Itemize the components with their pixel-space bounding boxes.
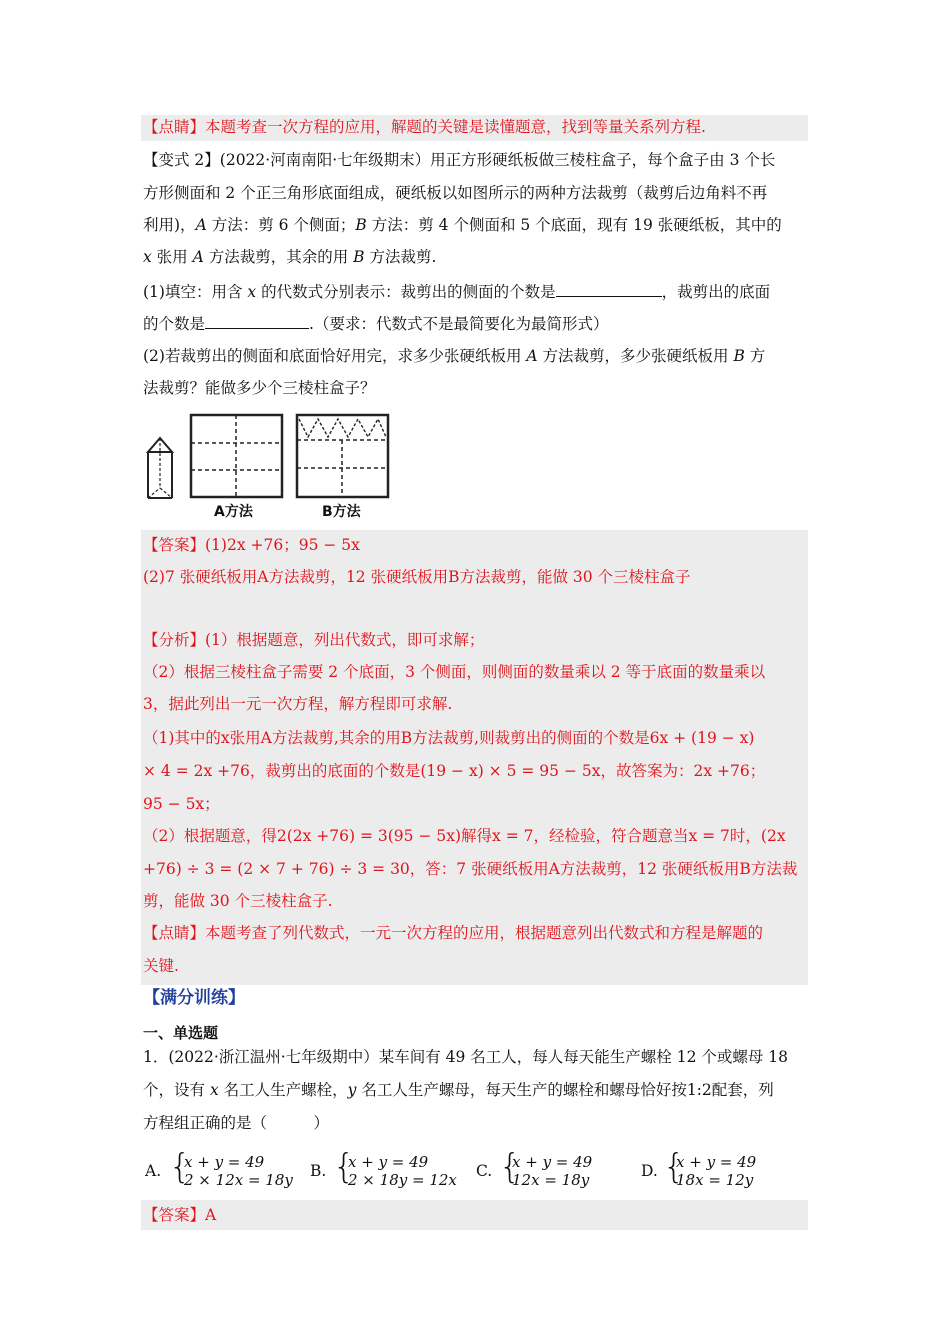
analysis-line3: 3，据此列出一元一次方程，解方程即可求解.	[143, 695, 453, 713]
question-1-line2: 的个数是 .（要求：代数式不是最简要化为最简形式）	[143, 315, 609, 333]
analysis-line7: （2）根据题意，得2(2x +76) = 3(95 − 5x)解得x = 7，经检验，符合题意当x = 7时，(2x	[143, 827, 786, 845]
option-d-eq1: x + y = 49	[676, 1153, 757, 1171]
answer-shade	[141, 530, 808, 985]
tip2-line2: 关键.	[143, 957, 179, 975]
question-2-line2: 法裁剪？能做多少个三棱柱盒子？	[143, 379, 376, 397]
method-a-board	[191, 415, 282, 497]
figure-label-b: B方法	[322, 504, 361, 520]
analysis-line8: +76) ÷ 3 = (2 × 7 + 76) ÷ 3 = 30，答：7 张硬纸板用A方法裁剪，12 张硬纸板用B方法裁	[143, 860, 798, 878]
mc-answer: 【答案】A	[143, 1206, 217, 1224]
analysis-line4: （1)其中的x张用A方法裁剪,其余的用B方法裁剪,则裁剪出的侧面的个数是6x + (19 − x)	[143, 729, 755, 747]
answer2-shade	[141, 1200, 808, 1230]
option-d-label: D.	[641, 1162, 658, 1180]
option-a-eq1: x + y = 49	[184, 1153, 265, 1171]
prism-icon	[148, 438, 172, 498]
analysis-line6: 95 − 5x；	[143, 795, 220, 813]
option-b-eq1: x + y = 49	[348, 1153, 429, 1171]
option-c-eq2: 12x = 18y	[512, 1171, 590, 1189]
option-a-label: A.	[145, 1162, 162, 1180]
mc-question-line1: 1．(2022·浙江温州·七年级期中）某车间有 49 名工人，每人每天能生产螺栓 12 个或螺母 18	[143, 1048, 789, 1066]
option-c-label: C.	[476, 1162, 493, 1180]
section-heading: 【满分训练】	[143, 988, 245, 1008]
analysis-line5: × 4 = 2x +76，裁剪出的底面的个数是(19 − x) × 5 = 95 − 5x，故答案为：2x +76；	[143, 762, 766, 780]
analysis-line9: 剪，能做 30 个三棱柱盒子.	[143, 892, 333, 910]
option-a-eq2: 2 × 12x = 18y	[184, 1171, 293, 1189]
option-c-eq1: x + y = 49	[512, 1153, 593, 1171]
analysis-line2: （2）根据三棱柱盒子需要 2 个底面，3 个侧面，则侧面的数量乘以 2 等于底面的数量乘以	[143, 663, 766, 681]
question-2-line1: (2)若裁剪出的侧面和底面恰好用完，求多少张硬纸板用 A 方法裁剪，多少张硬纸板用 B 方	[143, 347, 766, 365]
mc-question-line3: 方程组正确的是（ ）	[143, 1114, 330, 1132]
answer-line1: 【答案】(1)2x +76；95 − 5x	[143, 536, 360, 554]
answer-blank-1[interactable]	[556, 281, 662, 297]
answer-blank-2[interactable]	[205, 313, 309, 329]
tip1-text: 【点睛】本题考查一次方程的应用，解题的关键是读懂题意，找到等量关系列方程.	[143, 118, 706, 136]
option-d-brace: {	[663, 1147, 685, 1187]
variant2-line1: 【变式 2】(2022·河南南阳·七年级期末）用正方形硬纸板做三棱柱盒子，每个盒子由 3 个长	[143, 151, 776, 169]
option-c-brace: {	[499, 1147, 521, 1187]
tip2-line1: 【点睛】本题考查了列代数式，一元一次方程的应用，根据题意列出代数式和方程是解题的	[143, 924, 764, 942]
variant2-line2: 方形侧面和 2 个正三角形底面组成，硬纸板以如图所示的两种方法裁剪（裁剪后边角料不再	[143, 184, 768, 202]
option-d-eq2: 18x = 12y	[676, 1171, 754, 1189]
variant2-line3: 利用)，A 方法：剪 6 个侧面；B 方法：剪 4 个侧面和 5 个底面，现有 19 张硬纸板，其中的	[143, 216, 782, 234]
answer-line2: (2)7 张硬纸板用A方法裁剪，12 张硬纸板用B方法裁剪，能做 30 个三棱柱盒子	[143, 568, 691, 586]
mc-question-line2: 个，设有 x 名工人生产螺栓，y 名工人生产螺母，每天生产的螺栓和螺母恰好按1:2配套，列	[143, 1081, 774, 1099]
option-b-eq2: 2 × 18y = 12x	[348, 1171, 457, 1189]
method-b-board	[297, 415, 388, 497]
part-heading: 一、单选题	[143, 1024, 219, 1042]
analysis-line1: 【分析】(1）根据题意，列出代数式，即可求解；	[143, 631, 485, 649]
option-a-brace: {	[169, 1147, 191, 1187]
option-b-label: B.	[310, 1162, 327, 1180]
variant2-line4: x 张用 A 方法裁剪，其余的用 B 方法裁剪.	[143, 248, 437, 266]
figure-label-a: A方法	[214, 504, 253, 520]
option-b-brace: {	[333, 1147, 355, 1187]
question-1-line1: (1)填空：用含 x 的代数式分别表示：裁剪出的侧面的个数是 ，裁剪出的底面	[143, 283, 771, 301]
